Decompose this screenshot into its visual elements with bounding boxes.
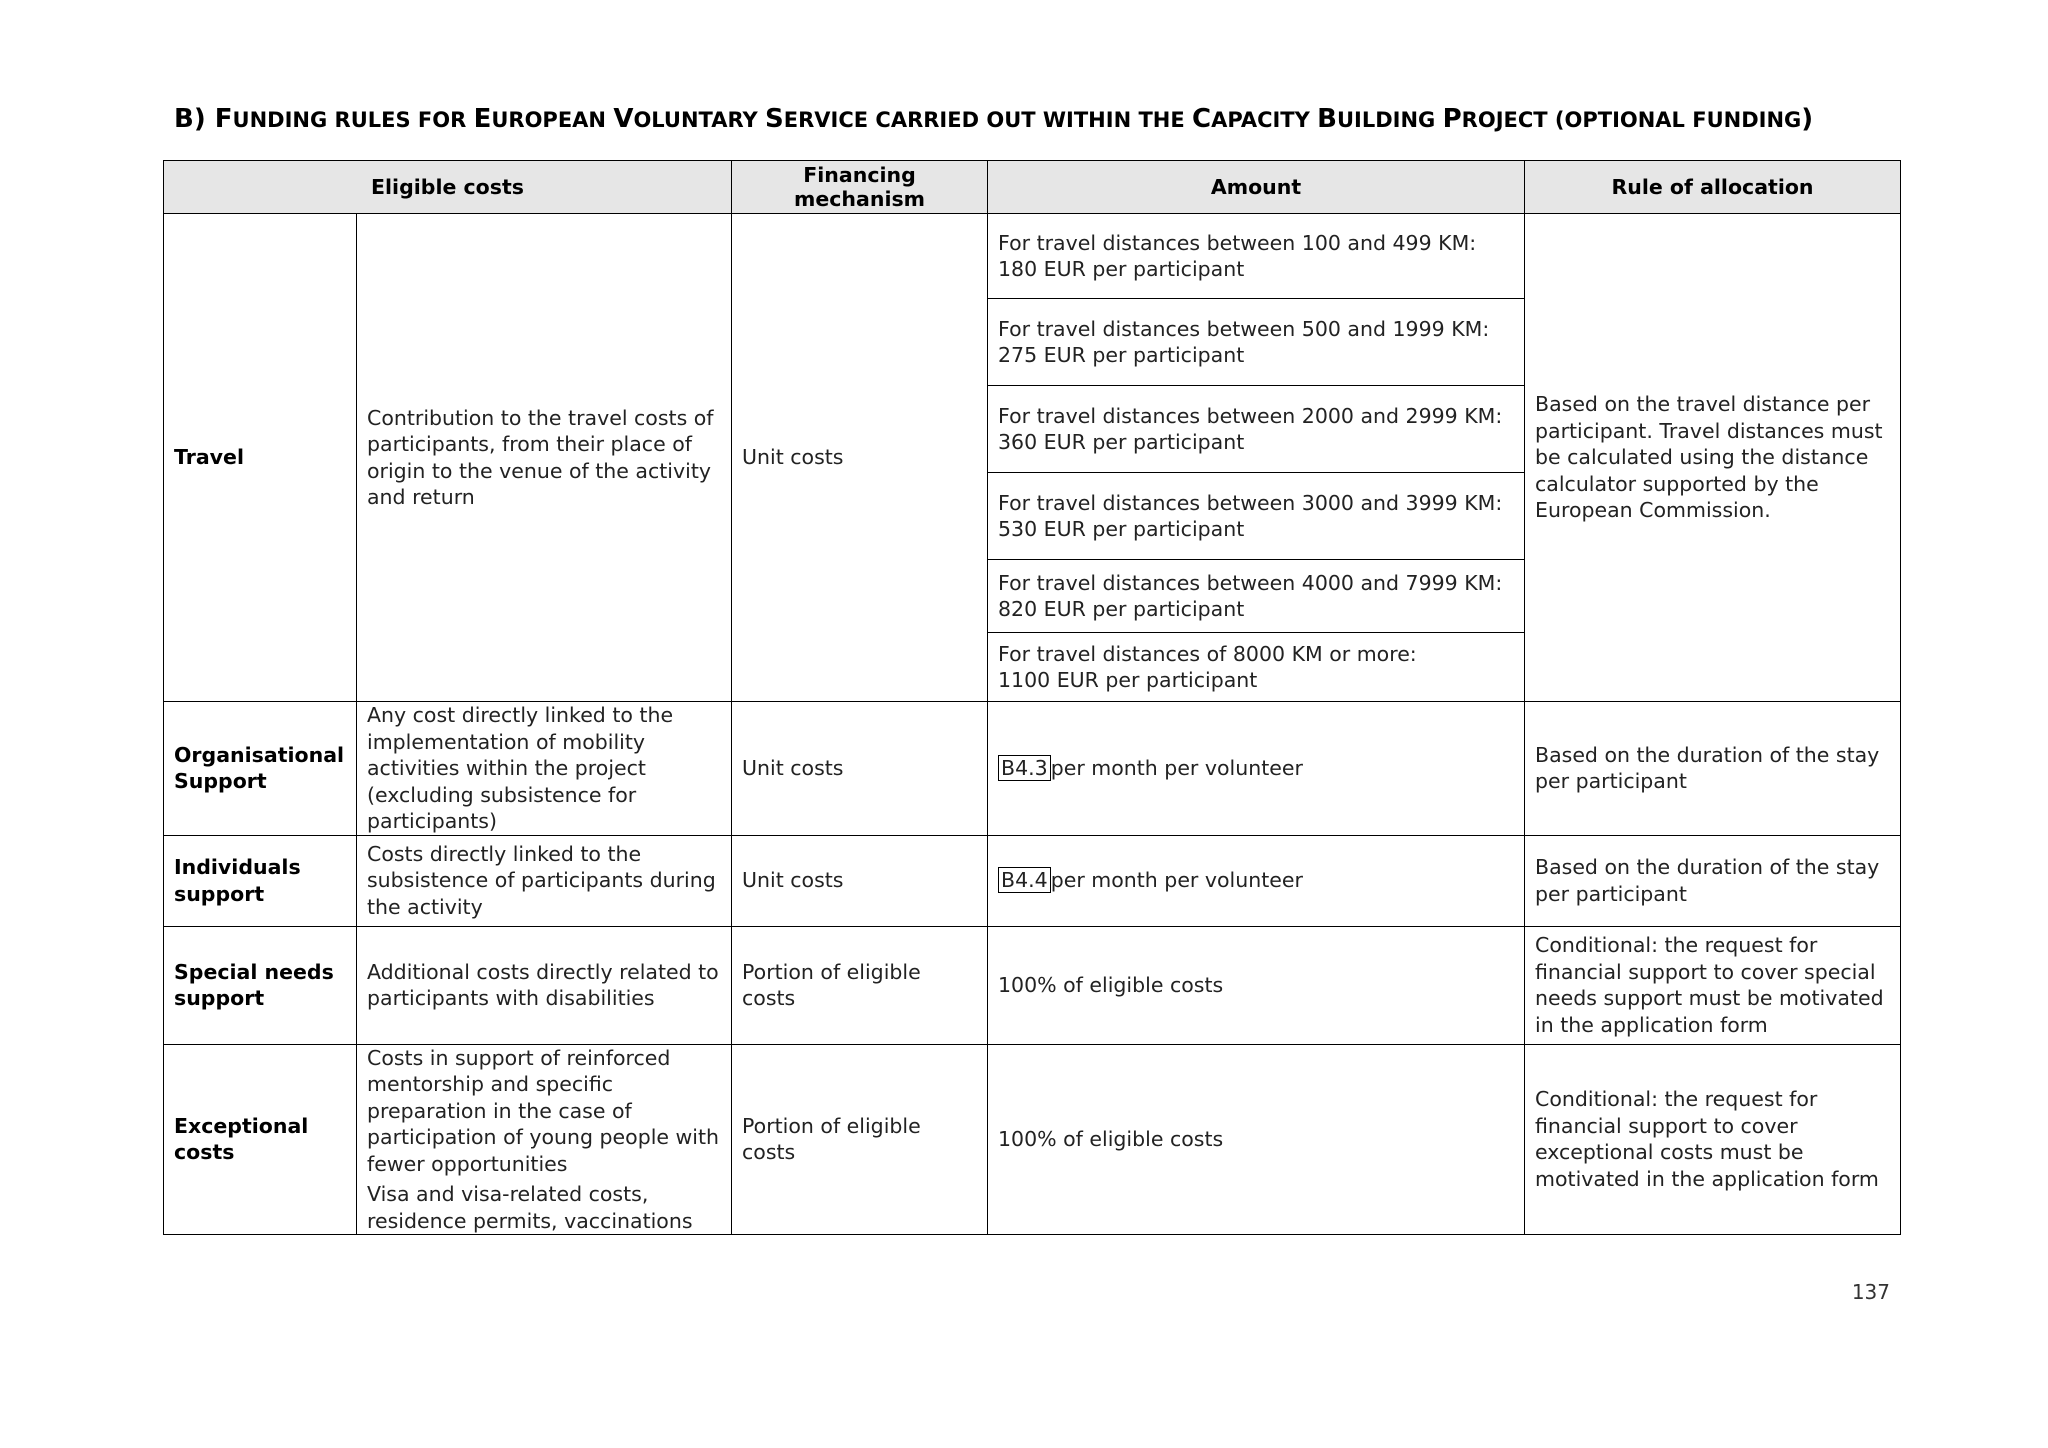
table-row	[164, 702, 1901, 836]
travel-mechanism: Unit costs	[732, 214, 988, 702]
exceptional-costs-description-1: Costs in support of reinforced mentorship and specific preparation in the case of participation of young people with fewer opportunities	[367, 1045, 720, 1176]
table-row	[164, 926, 1901, 1044]
travel-amount-band: For travel distances between 4000 and 7999 KM: 820 EUR per participant	[988, 560, 1525, 633]
table-row	[164, 214, 1901, 299]
travel-rule: Based on the travel distance per participant. Travel distances must be calculated using the distance calculator supported by the European Commission.	[1525, 214, 1901, 702]
category-special-needs-support: Special needs support	[164, 926, 357, 1044]
individuals-support-mechanism: Unit costs	[732, 835, 988, 926]
amount-text: per month per volunteer	[1050, 868, 1303, 893]
exceptional-costs-mechanism: Portion of eligible costs	[732, 1044, 988, 1235]
organisational-support-description: Any cost directly linked to the implementation of mobility activities within the project (excluding subsistence for participants)	[357, 702, 732, 836]
table-row	[164, 835, 1901, 926]
travel-description: Contribution to the travel costs of participants, from their place of origin to the venue of the activity and return	[357, 214, 732, 702]
amount-text: per month per volunteer	[1050, 756, 1303, 780]
special-needs-rule: Conditional: the request for financial support to cover special needs support must be motivated in the application form	[1525, 926, 1901, 1044]
header-financing-mechanism: Financing mechanism	[732, 161, 988, 214]
exceptional-costs-amount: 100% of eligible costs	[988, 1044, 1525, 1235]
table-row	[164, 1044, 1901, 1235]
page-heading: B) FUNDING RULES FOR EUROPEAN VOLUNTARY SERVICE CARRIED OUT WITHIN THE CAPACITY BUILDING PROJECT (OPTIONAL FUNDING)	[174, 104, 1814, 134]
special-needs-description: Additional costs directly related to participants with disabilities	[357, 926, 732, 1044]
table-header-row	[164, 161, 1901, 214]
travel-amount-band: For travel distances between 3000 and 3999 KM: 530 EUR per participant	[988, 473, 1525, 560]
category-individuals-support: Individuals support	[164, 835, 357, 926]
travel-amount-band: For travel distances of 8000 KM or more: 1100 EUR per participant	[988, 633, 1525, 702]
page-number: 137	[1851, 1280, 1890, 1304]
header-eligible-costs: Eligible costs	[164, 161, 732, 214]
individuals-support-amount	[988, 835, 1525, 926]
individuals-support-description: Costs directly linked to the subsistence of participants during the activity	[357, 835, 732, 926]
amount-reference-box: B4.4	[998, 867, 1051, 893]
organisational-support-amount	[988, 702, 1525, 836]
category-exceptional-costs: Exceptional costs	[164, 1044, 357, 1235]
amount-reference-box: B4.3	[998, 755, 1051, 781]
exceptional-costs-rule: Conditional: the request for financial support to cover exceptional costs must be motivated in the application form	[1525, 1044, 1901, 1235]
special-needs-amount: 100% of eligible costs	[988, 926, 1525, 1044]
organisational-support-mechanism: Unit costs	[732, 702, 988, 836]
category-travel: Travel	[164, 214, 357, 702]
exceptional-costs-description	[357, 1044, 732, 1235]
header-amount: Amount	[988, 161, 1525, 214]
category-organisational-support: Organisational Support	[164, 702, 357, 836]
exceptional-costs-description-2: Visa and visa-related costs, residence permits, vaccinations	[367, 1182, 693, 1233]
header-rule-of-allocation: Rule of allocation	[1525, 161, 1901, 214]
travel-amount-band: For travel distances between 100 and 499 KM: 180 EUR per participant	[988, 214, 1525, 299]
organisational-support-rule: Based on the duration of the stay per participant	[1525, 702, 1901, 836]
travel-amount-band: For travel distances between 500 and 1999 KM: 275 EUR per participant	[988, 299, 1525, 386]
special-needs-mechanism: Portion of eligible costs	[732, 926, 988, 1044]
individuals-support-rule: Based on the duration of the stay per participant	[1525, 835, 1901, 926]
funding-rules-table	[163, 160, 1901, 1235]
travel-amount-band: For travel distances between 2000 and 2999 KM: 360 EUR per participant	[988, 386, 1525, 473]
